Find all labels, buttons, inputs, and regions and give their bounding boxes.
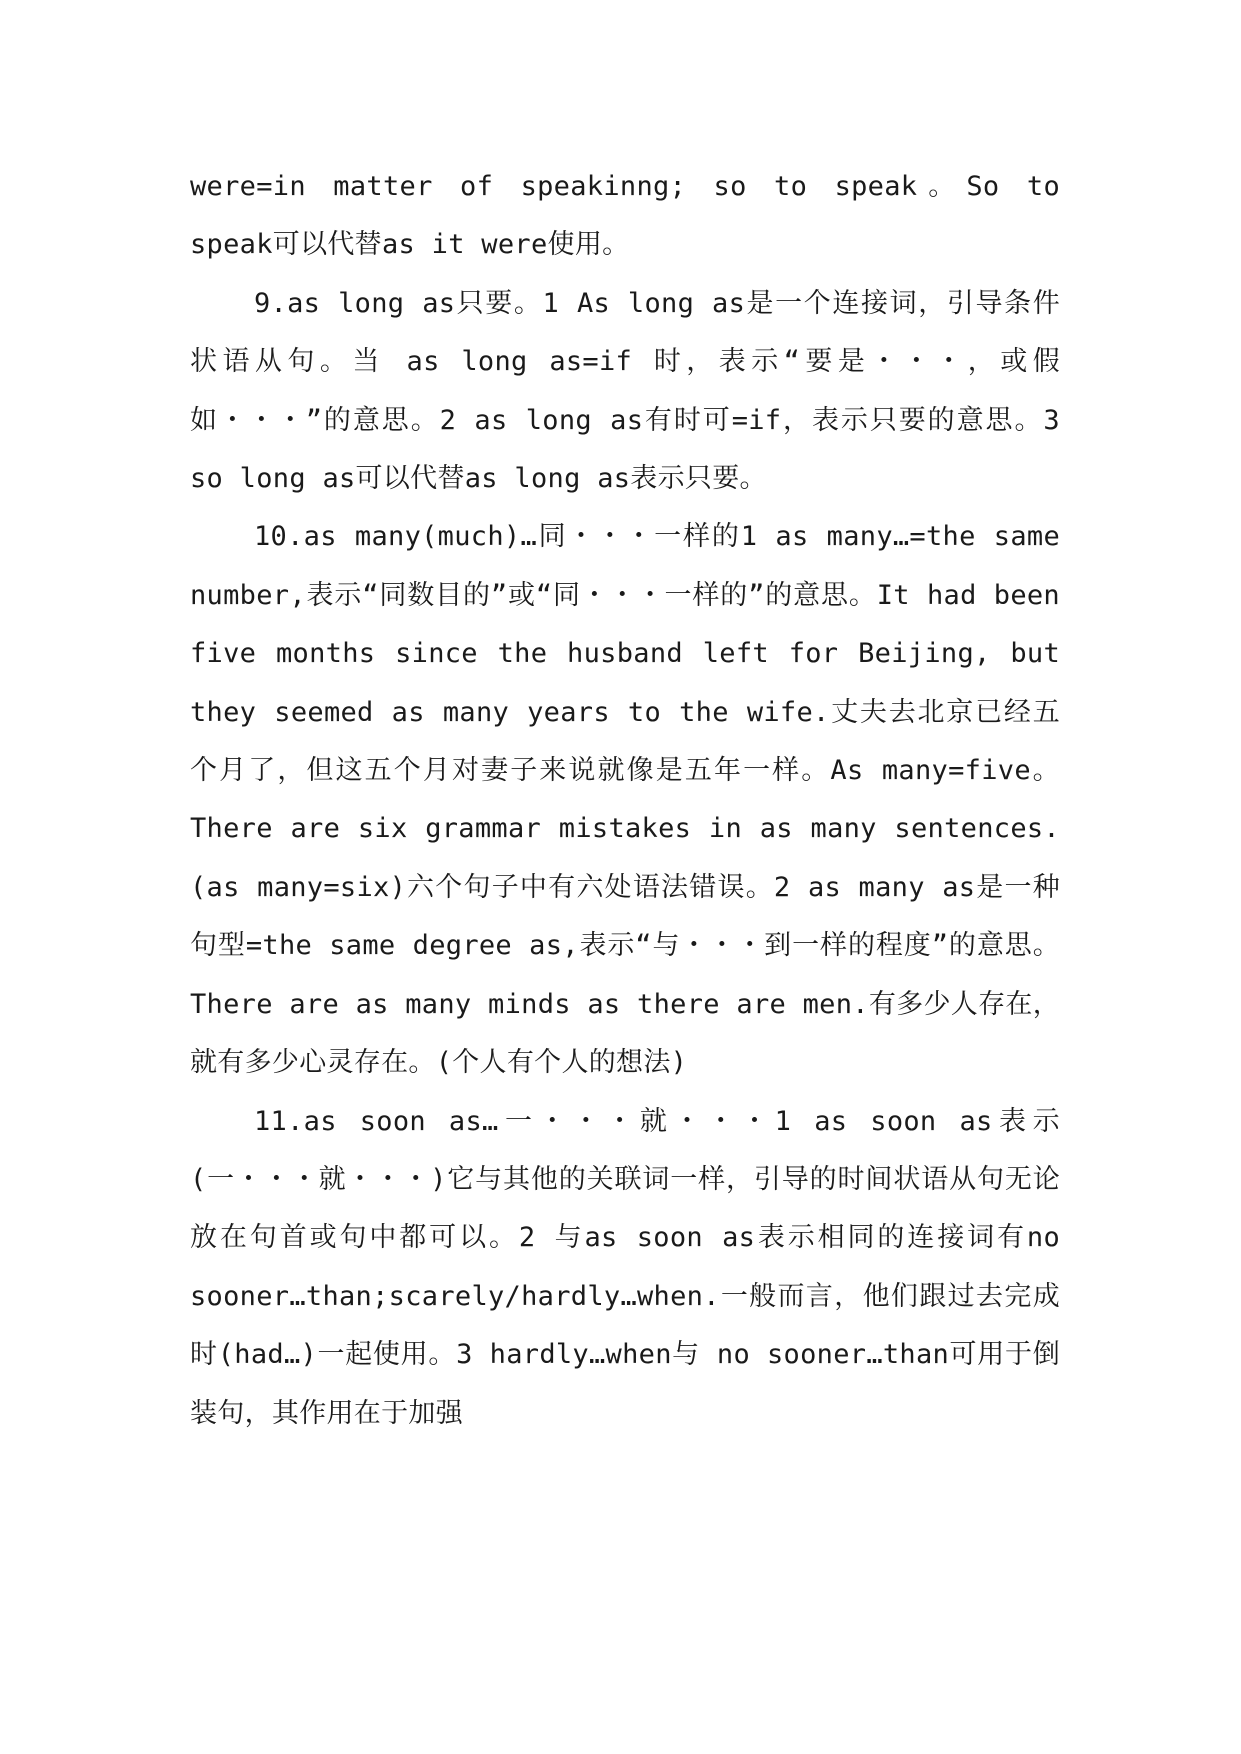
paragraph-as-it-were-continuation: were=in matter of speakinng; so to speak。So to speak可以代替as it were使用。 <box>190 171 1060 261</box>
paragraph-as-long-as: 9.as long as只要。1 As long as是一个连接词，引导条件状语从句。当 as long as=if 时，表示“要是・・・，或假如・・・”的意思。2 as long as有时可=if，表示只要的意思。3 so long as可以代替as long as表示只要。 <box>190 287 1060 495</box>
document-body <box>190 158 1060 1443</box>
paragraph-as-many: 10.as many(much)…同・・・一样的1 as many…=the same number,表示“同数目的”或“同・・・一样的”的意思。It had been five months since the husband left for Beijing, but they seemed as many years to the wife.丈夫去北京已经五个月了，但这五个月对妻子来说就像是五年一样。As many=five。There are six grammar mistakes in as many sentences.(as many=six)六个句子中有六处语法错误。2 as many as是一种句型=the same degree as,表示“与・・・到一样的程度”的意思。There are as many minds as there are men.有多少人存在，就有多少心灵存在。(个人有个人的想法) <box>190 521 1060 1079</box>
paragraph-as-soon-as: 11.as soon as…一・・・就・・・1 as soon as表示(一・・・就・・・)它与其他的关联词一样，引导的时间状语从句无论放在句首或句中都可以。2 与as soon as表示相同的连接词有no sooner…than;scarely/hardly…when.一般而言，他们跟过去完成时(had…)一起使用。3 hardly…when与 no sooner…than可用于倒装句，其作用在于加强 <box>190 1105 1060 1429</box>
